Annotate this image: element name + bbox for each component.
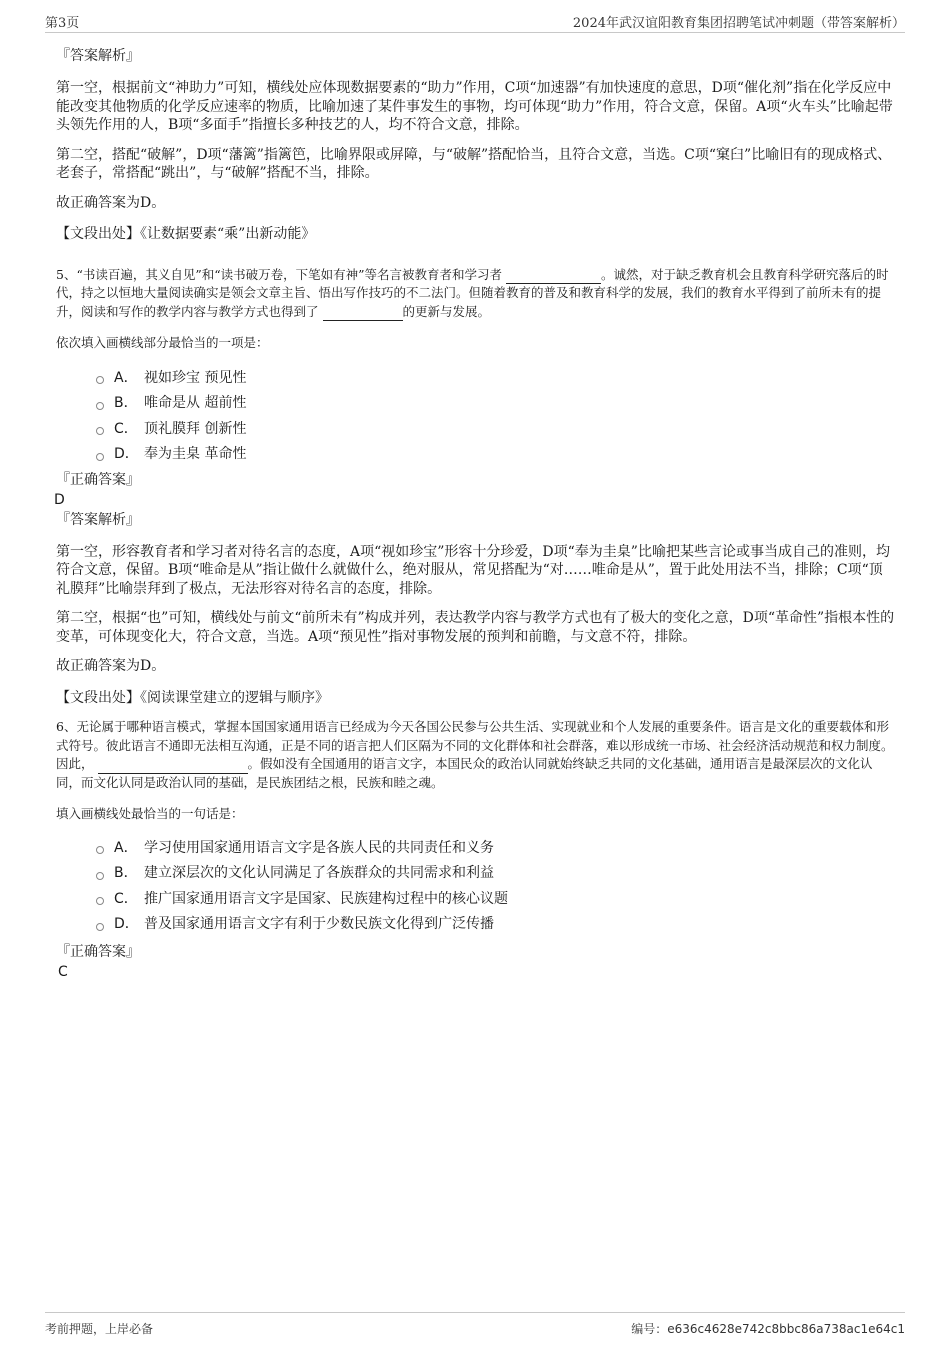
analysis-label: 『答案解析』: [56, 48, 140, 64]
q5-stem: [56, 266, 896, 322]
radio-icon[interactable]: [96, 402, 104, 410]
q5-option-c[interactable]: C． 顶礼膜拜 创新性: [56, 417, 896, 443]
q5-option-d[interactable]: D． 奉为圭臬 革命性: [56, 442, 896, 468]
q6-stem-part-2: 。假如没有全国通用的语言文字，本国民众的政治认同就始终缺乏共同的文化基础，通用语言是最深层次的文化认同，而文化认同是政治认同的基础，是民族团结之根，民族和睦之魂。: [56, 756, 873, 790]
page-number: 第3页: [45, 16, 80, 31]
document-id: 编号：e636c4628e742c8bbc86a738ac1e64c1: [631, 1322, 905, 1336]
q5-options: [56, 366, 896, 468]
radio-icon[interactable]: [96, 427, 104, 435]
q5-answer: D: [54, 491, 65, 508]
radio-icon[interactable]: [96, 923, 104, 931]
q6-stem: [56, 718, 896, 792]
correct-answer-label: 『正确答案』: [56, 471, 140, 488]
q6-option-c[interactable]: C． 推广国家通用语言文字是国家、民族建构过程中的核心议题: [56, 887, 896, 913]
q6-blank: [98, 761, 248, 774]
q6-option-d[interactable]: D． 普及国家通用语言文字有利于少数民族文化得到广泛传播: [56, 912, 896, 938]
q5-conclusion: 故正确答案为D。: [56, 658, 166, 674]
q5-analysis-1: 第一空，形容教育者和学习者对待名言的态度，A项“视如珍宝”形容十分珍爱，D项“奉为圭臬”比喻把某些言论或事当成自己的准则，均符合文意，保留。B项“唯命是从”指让做什么就做什么，绝对服从，常见搭配为“对……唯命是从”，置于此处用法不当，排除；C项“顶礼膜拜”比喻崇拜到了极点，无法形容对待名言的态度，排除。: [56, 543, 890, 597]
q5-blank-1: [506, 271, 601, 284]
q5-stem-part-2: 。诚然，对于缺乏教育机会且教育科学研究落后的时代，持之以恒地大量阅读确实是领会文章主旨、悟出写作技巧的不二法门。但随着教育的普及和教育科学的发展，我们的教育水平得到了前所未有的提升，阅读和写作的教学内容与教学方式也得到了: [56, 266, 889, 319]
q5-stem-part-3: 的更新与发展。: [402, 303, 491, 319]
page-footer: [45, 1312, 905, 1337]
q6-stem-part-1: 6、无论属于哪种语言模式，掌握本国国家通用语言已经成为今天各国公民参与公共生活、实现就业和个人发展的重要条件。语言是文化的重要载体和形式符号。彼此语言不通即无法相互沟通，正是不同的语言把人们区隔为不同的文化群体和社会群落，难以形成统一市场、社会经济活动规范和权力制度。因此，: [56, 719, 894, 771]
q5-option-a[interactable]: A． 视如珍宝 预见性: [56, 366, 896, 392]
q5-analysis-2: 第二空，根据“也”可知，横线处与前文“前所未有”构成并列，表达教学内容与教学方式也有了极大的变化之意，D项“革命性”指根本性的变革，可体现变化大，符合文意，当选。A项“预见性”指对事物发展的预判和前瞻，与文意不符，排除。: [56, 610, 895, 645]
radio-icon[interactable]: [96, 897, 104, 905]
q5-prompt: 依次填入画横线部分最恰当的一项是：: [56, 335, 269, 350]
q6-prompt: 填入画横线处最恰当的一句话是：: [56, 806, 244, 821]
radio-icon[interactable]: [96, 872, 104, 880]
q6-option-b[interactable]: B． 建立深层次的文化认同满足了各族群众的共同需求和利益: [56, 861, 896, 887]
footer-slogan: 考前押题，上岸必备: [45, 1322, 154, 1336]
radio-icon[interactable]: [96, 376, 104, 384]
q4-analysis-1: 第一空，根据前文“神助力”可知，横线处应体现数据要素的“助力”作用，C项“加速器”有加快速度的意思，D项“催化剂”指在化学反应中能改变其他物质的化学反应速率的物质，比喻加速了某件事发生的事物，均可体现“助力”作用，符合文意，保留。A项“火车头”比喻起带头领先作用的人，B项“多面手”指擅长多种技艺的人，均不符合文意，排除。: [56, 80, 893, 133]
q5-blank-2: [323, 308, 403, 321]
radio-icon[interactable]: [96, 846, 104, 854]
q5-option-b[interactable]: B． 唯命是从 超前性: [56, 391, 896, 417]
q5-source: 【文段出处】《阅读课堂建立的逻辑与顺序》: [56, 689, 329, 706]
q4-analysis-2: 第二空，搭配“破解”，D项“藩篱”指篱笆，比喻界限或屏障，与“破解”搭配恰当，且符合文意，当选。C项“窠臼”比喻旧有的现成格式、老套子，常搭配“跳出”，与“破解”搭配不当，排除。: [56, 146, 892, 181]
q5-stem-part-1: 5、“书读百遍，其义自见”和“读书破万卷，下笔如有神”等名言被教育者和学习者: [56, 266, 503, 282]
q6-option-a[interactable]: A． 学习使用国家通用语言文字是各族人民的共同责任和义务: [56, 836, 896, 862]
document-title: 2024年武汉谊阳教育集团招聘笔试冲刺题（带答案解析）: [572, 16, 905, 31]
correct-answer-label: 『正确答案』: [56, 943, 140, 960]
q4-conclusion: 故正确答案为D。: [56, 194, 166, 211]
analysis-label: 『答案解析』: [56, 511, 140, 528]
q6-answer: C: [58, 963, 68, 980]
page-content: [56, 44, 896, 982]
q6-options: [56, 836, 896, 938]
radio-icon[interactable]: [96, 453, 104, 461]
page-header: [45, 12, 905, 33]
q4-source: 【文段出处】《让数据要素“乘”出新动能》: [56, 226, 316, 242]
